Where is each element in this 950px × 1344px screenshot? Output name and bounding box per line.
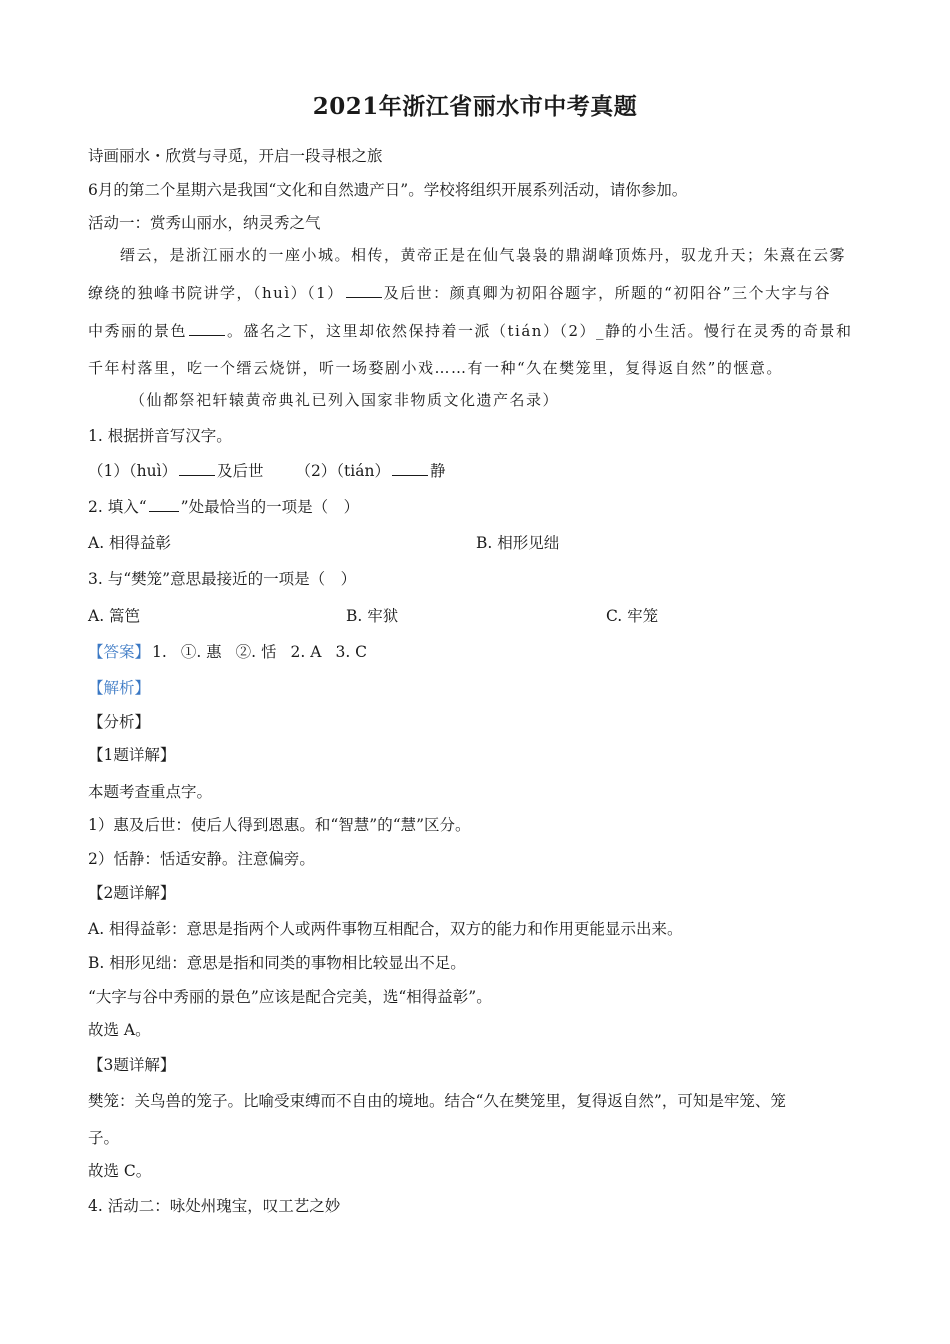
passage-note: （仙都祭祀轩辕黄帝典礼已列入国家非物质文化遗产名录） xyxy=(130,391,560,409)
q3-option-a[interactable]: A. 篙笆 xyxy=(88,607,141,625)
q1-b-suffix: 静 xyxy=(429,462,446,480)
q3-detail-heading: 【3题详解】 xyxy=(88,1056,176,1074)
analysis-fenxi: 【分析】 xyxy=(88,713,151,731)
q3-detail-line-3: 故选 C。 xyxy=(88,1162,152,1180)
q2-option-b[interactable]: B. 相形见绌 xyxy=(476,534,560,552)
passage-line-3 xyxy=(88,320,868,341)
passage-line-2 xyxy=(88,282,868,303)
q1-blank-2[interactable] xyxy=(392,474,428,476)
answer-1: 1. xyxy=(152,643,167,661)
q1-detail-line-2: 1）惠及后世：使后人得到恩惠。和“智慧”的“慧”区分。 xyxy=(88,816,471,834)
answer-1-2: ②. 恬 xyxy=(235,643,277,661)
q2-detail-heading: 【2题详解】 xyxy=(88,884,176,902)
intro-line-2: 6月的第二个星期六是我国“文化和自然遗产日”。学校将组织开展系列活动，请你参加。 xyxy=(88,181,688,199)
q2-stem-a: 2. 填入“ xyxy=(88,498,147,516)
passage-line-4: 千年村落里，吃一个缙云烧饼，听一场婺剧小戏……有一种“久在樊笼里，复得返自然”的惬意。 xyxy=(88,359,783,377)
q3-detail-line-2: 子。 xyxy=(88,1129,120,1147)
passage-line-2b: 及后世：颜真卿为初阳谷题字，所题的“初阳谷”三个大字与谷 xyxy=(383,284,832,302)
answer-label: 【答案】 xyxy=(88,643,151,661)
page-title: 2021年浙江省丽水市中考真题 xyxy=(312,93,638,120)
q2-detail-line-1: A. 相得益彰：意思是指两个人或两件事物互相配合，双方的能力和作用更能显示出来。 xyxy=(88,920,683,938)
intro-line-1: 诗画丽水・欣赏与寻觅，开启一段寻根之旅 xyxy=(88,147,383,165)
q3-stem: 3. 与“樊笼”意思最接近的一项是（ ） xyxy=(88,570,357,588)
analysis-label: 【解析】 xyxy=(88,679,151,697)
answer-2: 2. A xyxy=(290,643,322,661)
q1-detail-line-1: 本题考查重点字。 xyxy=(88,783,213,801)
q1-a-suffix: 及后世 xyxy=(217,462,264,480)
passage-line-2a: 缭绕的独峰书院讲学，（huì）（1） xyxy=(88,284,344,302)
q1-detail-heading: 【1题详解】 xyxy=(88,746,176,764)
q2-stem xyxy=(88,495,868,517)
passage-line-3b: 。盛名之下，这里却依然保持着一派（tián）（2）_静的小生活。慢行在灵秀的奇景和 xyxy=(227,322,853,340)
q3-detail-line-1: 樊笼：关鸟兽的笼子。比喻受束缚而不自由的境地。结合“久在樊笼里，复得返自然”，可知是牢笼、笼 xyxy=(88,1092,786,1110)
q4-heading: 4. 活动二：咏处州瑰宝，叹工艺之妙 xyxy=(88,1197,341,1215)
q1-items xyxy=(88,459,868,481)
q3-option-b[interactable]: B. 牢狱 xyxy=(346,607,399,625)
q2-blank xyxy=(149,510,179,512)
q1-blank-1[interactable] xyxy=(179,474,215,476)
answer-3: 3. C xyxy=(335,643,368,661)
q1-detail-line-3: 2）恬静：恬适安静。注意偏旁。 xyxy=(88,850,315,868)
q2-detail-line-2: B. 相形见绌：意思是指和同类的事物相比较显出不足。 xyxy=(88,954,466,972)
q2-detail-line-4: 故选 A。 xyxy=(88,1021,151,1039)
fill-blank-2[interactable] xyxy=(189,334,225,336)
passage-line-3a: 中秀丽的景色 xyxy=(88,322,188,340)
answer-line xyxy=(88,640,868,662)
activity-1-heading: 活动一：赏秀山丽水，纳灵秀之气 xyxy=(88,214,321,232)
q3-option-c[interactable]: C. 牢笼 xyxy=(606,607,659,625)
q2-detail-line-3: “大字与谷中秀丽的景色”应该是配合完美，选“相得益彰”。 xyxy=(88,988,492,1006)
answer-1-1: ①. 惠 xyxy=(180,643,222,661)
q1-a-prefix: （1）（huì） xyxy=(88,462,178,480)
q1-stem: 1. 根据拼音写汉字。 xyxy=(88,427,232,445)
passage-line-1: 缙云，是浙江丽水的一座小城。相传，黄帝正是在仙气袅袅的鼎湖峰顶炼丹，驭龙升天；朱熹在云雾 xyxy=(120,246,847,264)
q1-b-prefix: （2）（tián） xyxy=(295,462,390,480)
fill-blank-1[interactable] xyxy=(346,296,382,298)
q2-option-a[interactable]: A. 相得益彰 xyxy=(88,534,172,552)
q2-stem-b: ”处最恰当的一项是（ ） xyxy=(180,498,360,516)
